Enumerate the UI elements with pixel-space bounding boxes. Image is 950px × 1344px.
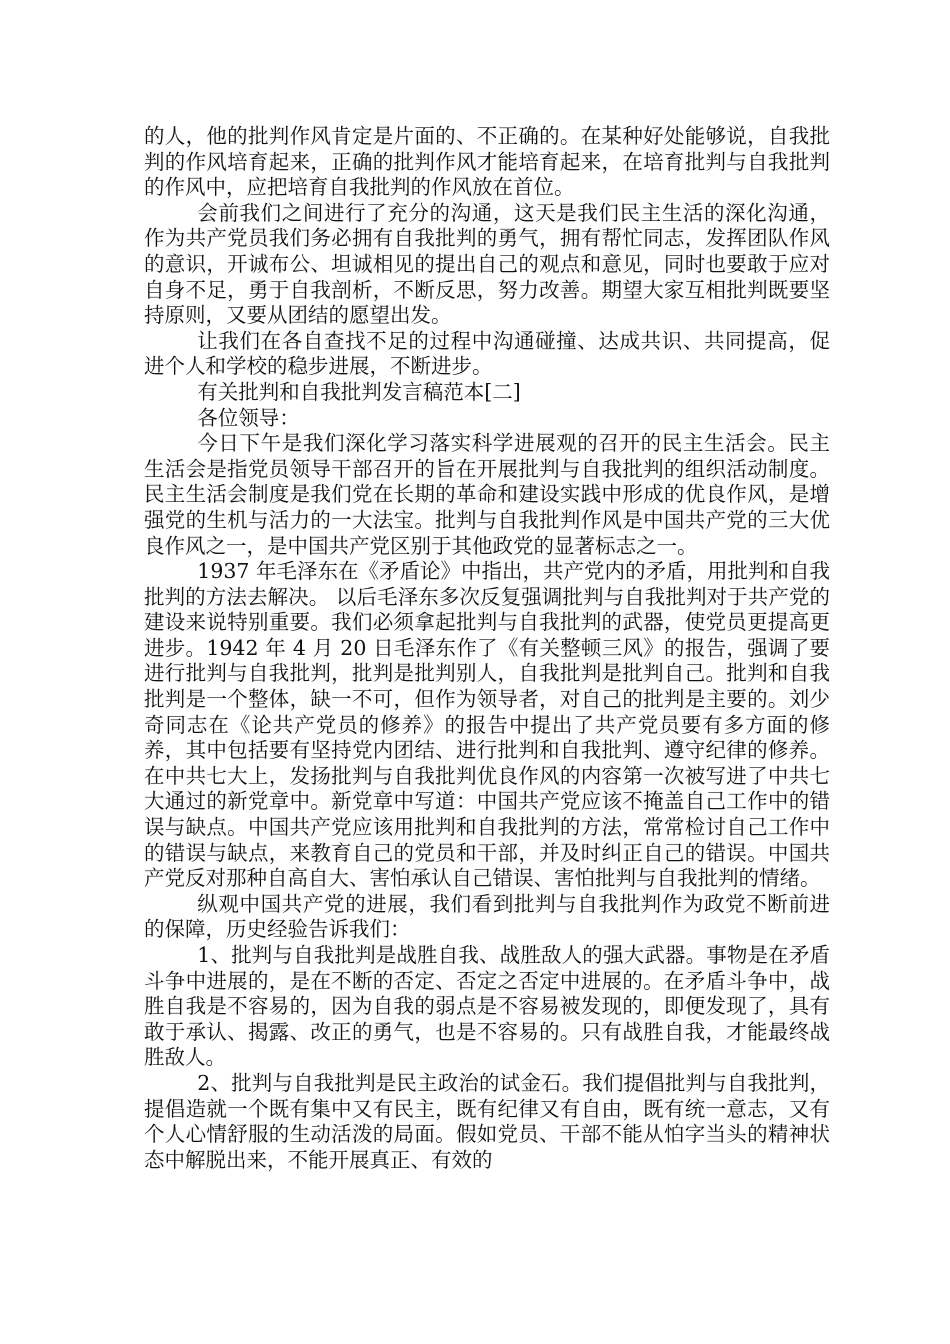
paragraph-2: 会前我们之间进行了充分的沟通，这天是我们民主生活的深化沟通，作为共产党员我们务必拥有自我批判的勇气，拥有帮忙同志，发挥团队作风的意识，开诚布公、坦诚相见的提出自己的观点和意见，同时也要敢于应对自身不足，勇于自我剖析，不断反思，努力改善。期望大家互相批判既要坚持原则，又要从团结的愿望出发。 xyxy=(144,200,830,328)
salutation: 各位领导： xyxy=(197,405,300,430)
paragraph-7: 1937 年毛泽东在《矛盾论》中指出，共产党内的矛盾，用批判和自我批判的方法去解决。 以后毛泽东多次反复强调批判与自我批判对于共产党的建设来说特别重要。我们必须拿起批判与自我批判的武器，使党员更提高更进步。1942 年 4 月 20 日毛泽东作了《有关整顿三风》的报告，强调了要进行批判与自我批判，批判是批判别人，自我批判是批判自己。批判和自我批判是一个整体，缺一不可，但作为领导者，对自己的批判是主要的。刘少奇同志在《论共产党员的修养》的报告中提出了共产党员要有多方面的修养，其中包括要有坚持党内团结、进行批判和自我批判、遵守纪律的修养。在中共七大上，发扬批判与自我批判优良作风的内容第一次被写进了中共七大通过的新党章中。新党章中写道：中国共产党应该不掩盖自己工作中的错误与缺点。中国共产党应该用批判和自我批判的方法，常常检讨自己工作中的错误与缺点，来教育自己的党员和干部，并及时纠正自己的错误。中国共产党反对那种自高自大、害怕承认自己错误、害怕批判与自我批判的情绪。 xyxy=(144,559,830,891)
paragraph-9: 1、批判与自我批判是战胜自我、战胜敌人的强大武器。事物是在矛盾斗争中进展的，是在不断的否定、否定之否定中进展的。在矛盾斗争中，战胜自我是不容易的，因为自我的弱点是不容易被发现的，即便发现了，具有敢于承认、揭露、改正的勇气，也是不容易的。只有战胜自我，才能最终战胜敌人。 xyxy=(144,943,830,1070)
document-body xyxy=(144,124,830,1173)
paragraph-10: 2、批判与自我批判是民主政治的试金石。我们提倡批判与自我批判，提倡造就一个既有集中又有民主，既有纪律又有自由，既有统一意志，又有个人心情舒服的生动活泼的局面。假如党员、干部不能从怕字当头的精神状态中解脱出来，不能开展真正、有效的 xyxy=(144,1070,830,1172)
paragraph-6: 今日下午是我们深化学习落实科学进展观的召开的民主生活会。民主生活会是指党员领导干部召开的旨在开展批判与自我批判的组织活动制度。民主生活会制度是我们党在长期的革命和建设实践中形成的优良作风，是增强党的生机与活力的一大法宝。批判与自我批判作风是中国共产党的三大优良作风之一，是中国共产党区别于其他政党的显著标志之一。 xyxy=(144,431,830,558)
paragraph-1: 的人，他的批判作风肯定是片面的、不正确的。在某种好处能够说，自我批判的作风培育起来，正确的批判作风才能培育起来，在培育批判与自我批判的作风中，应把培育自我批判的作风放在首位。 xyxy=(144,124,830,200)
paragraph-8: 纵观中国共产党的进展，我们看到批判与自我批判作为政党不断前进的保障，历史经验告诉我们： xyxy=(144,891,830,942)
paragraph-3: 让我们在各自查找不足的过程中沟通碰撞、达成共识、共同提高，促进个人和学校的稳步进展，不断进步。 xyxy=(144,328,830,379)
section-heading: 有关批判和自我批判发言稿范本[二] xyxy=(197,379,521,404)
